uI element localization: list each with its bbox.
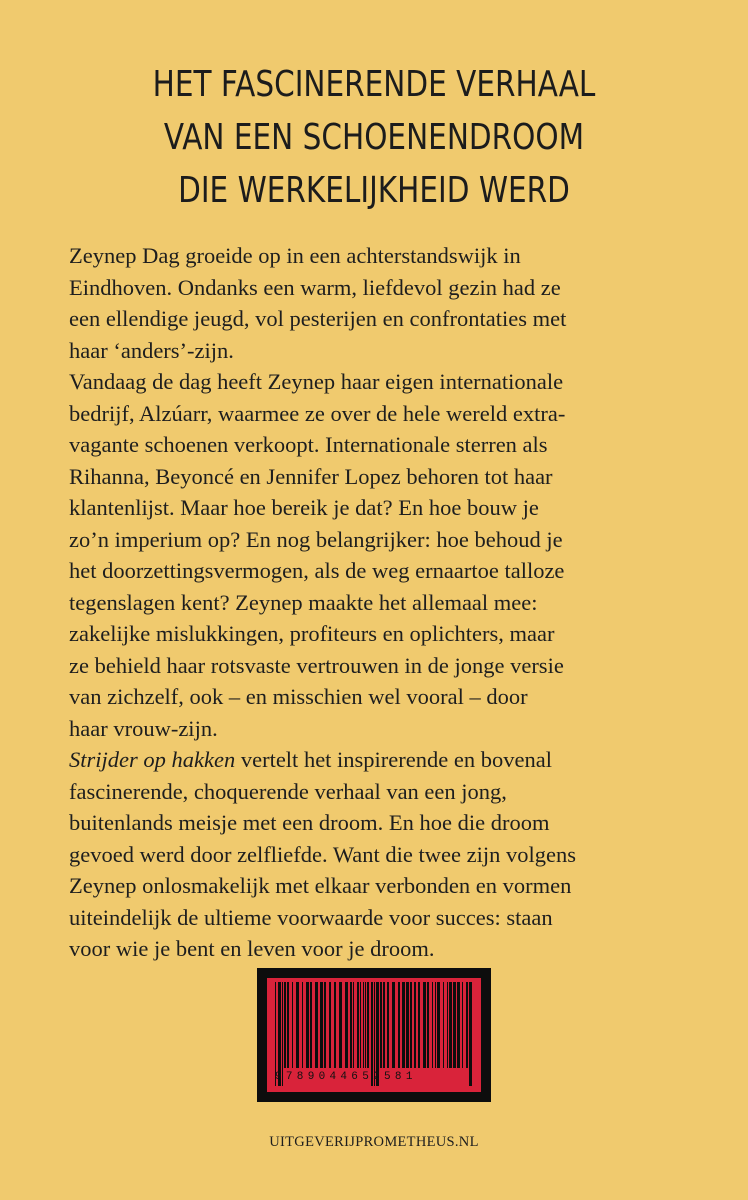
- barcode-bar: [449, 982, 452, 1068]
- blurb-line: klantenlijst. Maar hoe bereik je dat? En hoe bouw je: [69, 495, 539, 520]
- book-title: Strijder op hakken: [69, 747, 236, 772]
- blurb-line: voor wie je bent en leven voor je droom.: [69, 936, 435, 961]
- blurb-line: van zichzelf, ook – en misschien wel vooral – door: [69, 684, 528, 709]
- barcode-bar: [427, 982, 429, 1068]
- blurb-line: gevoed werd door zelfliefde. Want die twee zijn volgens: [69, 841, 576, 867]
- blurb-line: zakelijke mislukkingen, profiteurs en oplichters, maar: [69, 621, 555, 646]
- barcode-bar: [296, 982, 299, 1068]
- barcode-bar: [287, 982, 289, 1068]
- barcode-bar: [447, 982, 448, 1068]
- blurb-line: een ellendige jeugd, vol pesterijen en confrontaties met: [69, 306, 567, 331]
- barcode-bar: [365, 982, 366, 1068]
- barcode-bar: [284, 982, 286, 1068]
- barcode-bar: [457, 982, 460, 1068]
- blurb-line: tegenslagen kent? Zeynep maakte het allemaal mee:: [69, 589, 538, 615]
- barcode-bar: [437, 982, 440, 1068]
- barcode-bar: [462, 982, 463, 1068]
- barcode-bar: [466, 982, 468, 1068]
- barcode-bar: [360, 982, 361, 1068]
- barcode: [257, 968, 491, 1102]
- heading-line-3: DIE WERKELIJKHEID WERD: [178, 170, 570, 211]
- barcode-bar: [410, 982, 412, 1068]
- barcode-bar: [418, 982, 420, 1068]
- blurb-paragraph-2: [69, 366, 709, 744]
- barcode-bar: [345, 982, 348, 1068]
- blurb-line: buitenlands meisje met een droom. En hoe die droom: [69, 810, 550, 835]
- barcode-bar: [414, 982, 416, 1068]
- barcode-bar: [310, 982, 312, 1068]
- barcode-bar: [315, 982, 318, 1068]
- barcode-bar: [350, 982, 352, 1068]
- barcode-bar: [383, 982, 385, 1068]
- blurb-line: Vandaag de dag heeft Zeynep haar eigen internationale: [69, 369, 564, 394]
- blurb-paragraph-3: [69, 744, 709, 965]
- barcode-bar: [306, 982, 309, 1068]
- barcode-bar: [357, 982, 359, 1068]
- barcode-bar: [406, 982, 409, 1068]
- blurb-line: zo’n imperium op? En nog belangrijker: hoe behoud je: [69, 526, 563, 552]
- heading-line-1: HET FASCINERENDE VERHAAL: [152, 64, 596, 105]
- barcode-bar: [423, 982, 426, 1068]
- barcode-bar: [398, 982, 400, 1068]
- barcode-bar: [320, 982, 323, 1068]
- blurb-line: Rihanna, Beyoncé en Jennifer Lopez behoren tot haar: [69, 463, 553, 489]
- barcode-bar: [453, 982, 456, 1068]
- blurb-line: haar ‘anders’-zijn.: [69, 337, 234, 363]
- barcode-field: [267, 978, 481, 1092]
- blurb-line: vagante schoenen verkoopt. Internationale sterren als: [69, 432, 548, 457]
- heading-line-2: VAN EEN SCHOENENDROOM: [163, 117, 585, 158]
- publisher-url: UITGEVERIJPROMETHEUS.NL: [269, 1134, 479, 1150]
- blurb-line: Zeynep Dag groeide op in een achterstandswijk in: [69, 243, 521, 268]
- blurb-line: het doorzettingsvermogen, als de weg ernaartoe talloze: [69, 558, 565, 583]
- barcode-bar: [339, 982, 342, 1068]
- barcode-bar: [363, 982, 364, 1068]
- barcode-bar: [353, 982, 354, 1068]
- blurb-line: [69, 744, 709, 776]
- blurb-line: uiteindelijk de ultieme voorwaarde voor succes: staan: [69, 904, 553, 930]
- blurb-line: haar vrouw-zijn.: [69, 715, 218, 741]
- barcode-digits: 9789044652581: [275, 1071, 417, 1083]
- barcode-bar: [443, 982, 444, 1068]
- barcode-bar: [302, 982, 303, 1068]
- barcode-bar: [387, 982, 389, 1068]
- blurb-line: Eindhoven. Ondanks een warm, liefdevol gezin had ze: [69, 274, 561, 300]
- blurb-paragraph-1: [69, 240, 709, 366]
- blurb-line: Zeynep onlosmakelijk met elkaar verbonden en vormen: [69, 873, 572, 898]
- blurb-line-rest: vertelt het inspirerende en bovenal: [235, 747, 552, 772]
- blurb-text: [69, 240, 709, 965]
- barcode-bar: [392, 982, 395, 1068]
- barcode-bar: [435, 982, 436, 1068]
- blurb-line: bedrijf, Alzúarr, waarmee ze over de hele wereld extra-: [69, 400, 566, 426]
- blurb-line: ze behield haar rotsvaste vertrouwen in de jonge versie: [69, 652, 564, 678]
- barcode-bar: [367, 982, 369, 1068]
- barcode-bar: [334, 982, 336, 1068]
- barcode-bar: [402, 982, 405, 1068]
- barcode-bar: [380, 982, 382, 1068]
- barcode-bar: [292, 982, 293, 1068]
- cover-heading: [67, 58, 680, 217]
- barcode-bar: [432, 982, 433, 1068]
- blurb-line: fascinerende, choquerende verhaal van een jong,: [69, 778, 507, 804]
- barcode-bar: [324, 982, 326, 1068]
- barcode-bar: [329, 982, 331, 1068]
